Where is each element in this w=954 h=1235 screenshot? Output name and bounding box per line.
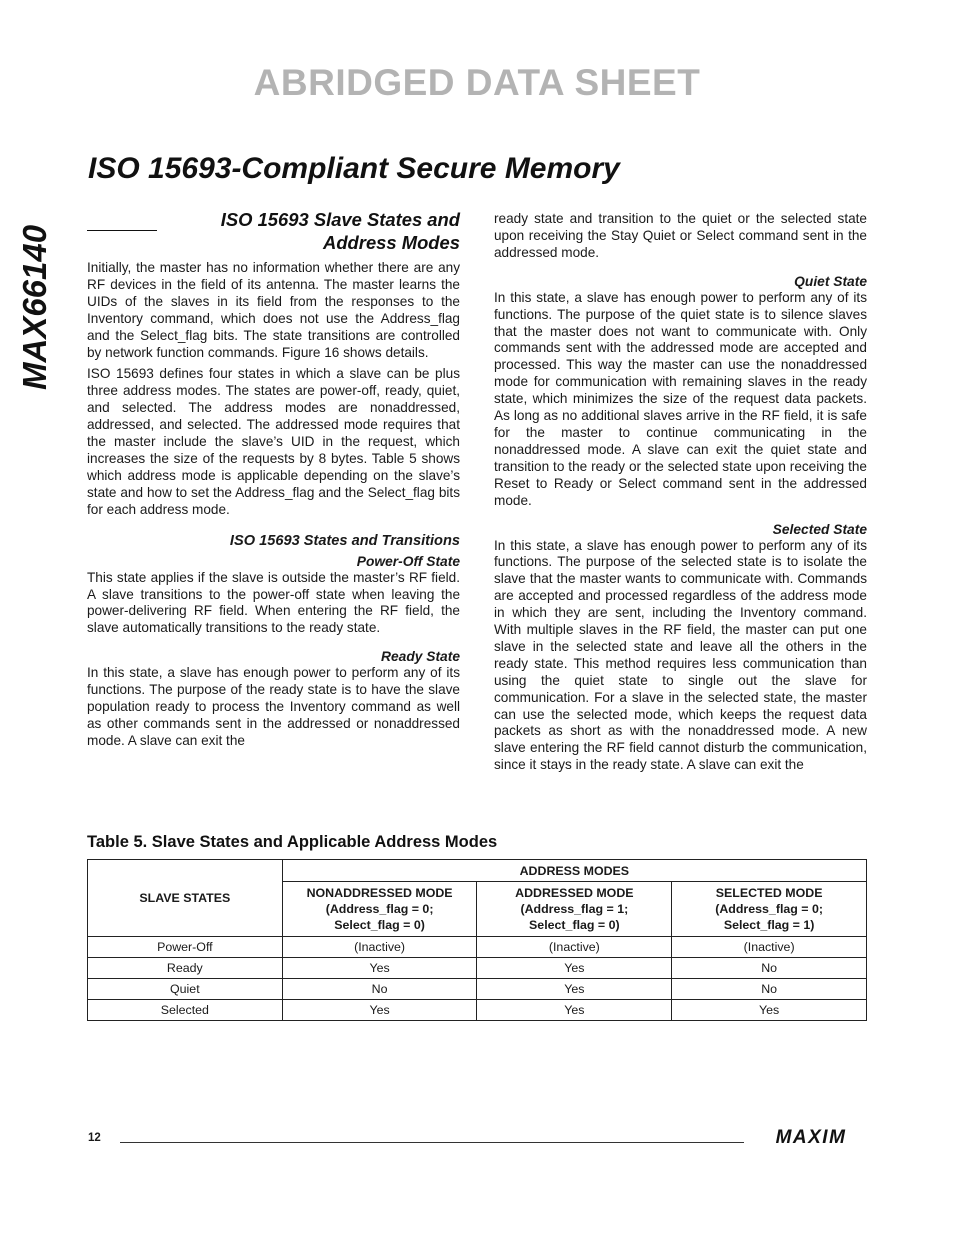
maxim-logo (757, 1128, 865, 1146)
header-nonaddressed-mode: NONADDRESSED MODE (Address_flag = 0; Select_flag = 0) (282, 882, 477, 937)
table-caption: Table 5. Slave States and Applicable Address Modes (87, 833, 498, 851)
table-cell: Quiet (88, 979, 283, 1000)
footer-rule (120, 1142, 744, 1143)
address-modes-table (87, 859, 867, 1021)
page-number: 12 (88, 1132, 101, 1144)
table-cell: Power-Off (88, 937, 283, 958)
maxim-logo-text: MAXIM (775, 1128, 847, 1146)
poweroff-paragraph: This state applies if the slave is outside the master’s RF field. A slave transitions to the power-off state when leaving the power-delivering RF field. When entering the RF field, the slave automatically transitions to the ready state. (87, 569, 460, 636)
side-part-number: MAX66140 (16, 224, 53, 390)
ready-paragraph: In this state, a slave has enough power to perform any of its functions. The purpose of the ready state is to have the slave population ready to process the Inventory command as well as other commands sent in the addressed or nonaddressed mode. A slave can exit the (87, 665, 460, 748)
table-cell: Selected (88, 1000, 283, 1021)
table-cell: Ready (88, 958, 283, 979)
header-address-modes: ADDRESS MODES (282, 860, 866, 882)
page-title: ISO 15693-Compliant Secure Memory (88, 152, 620, 185)
table-cell: No (672, 958, 867, 979)
table-cell: No (672, 979, 867, 1000)
table-cell: No (282, 979, 477, 1000)
selected-paragraph: In this state, a slave has enough power to perform any of its functions. The purpose of the selected state is to isolate the slave that the master wants to communicate with. Commands are accepted and processed regardless of the address mode in which they are sent, including the Inventory command. With multiple slaves in the RF field, the master can put one slave in the selected state and leave all the others in the ready state. This method requires less communication than using the quiet state to single out the slave for communication. For a slave in the selected state, the master can use the selected mode, which keeps the request data packets as short as with the nonaddressed mode. A new slave entering the RF field cannot disturb the communication, since it stays in the ready state. A slave can exit the (494, 537, 867, 773)
header-selected-mode: SELECTED MODE (Address_flag = 0; Select_flag = 1) (672, 882, 867, 937)
quiet-paragraph: In this state, a slave has enough power to perform any of its functions. The purpose of the quiet state is to silence slaves that the master does not want to communicate with. Only commands sent with the addressed mode are accepted and processed. This way the master can use the nonaddressed mode for communication with remaining slaves in the ready state, which minimizes the size of the request data packets. As long as no additional slaves arrive in the RF field, it is safe for the master to continue communicating in the nonaddressed mode. A slave can exit the quiet state and transition to the ready or the selected state upon receiving the Reset to Ready or Select command sent in the addressed mode. (494, 289, 867, 508)
continued-paragraph: ready state and transition to the quiet or the selected state upon receiving the Stay Quiet or Select command sent in the addressed mode. (494, 211, 867, 260)
ready-heading: Ready State (381, 649, 460, 665)
table-header-row (88, 860, 867, 882)
table-cell: (Inactive) (282, 937, 477, 958)
selected-heading: Selected State (772, 521, 867, 537)
intro-paragraph: Initially, the master has no information whether there are any RF devices in the field of its antenna. The master learns the UIDs of the slaves in its field from the responses to the Inventory command, which does not use the Address_flag and the Select_flag bits. The state transitions are controlled by network function commands. Figure 16 shows details. (87, 260, 460, 360)
table-cell: Yes (477, 1000, 672, 1021)
table-cell: Yes (282, 958, 477, 979)
table-cell: Yes (672, 1000, 867, 1021)
table-cell: Yes (282, 1000, 477, 1021)
section-heading-line1: ISO 15693 Slave States and (220, 209, 460, 230)
section-heading (87, 208, 460, 260)
left-column (87, 208, 460, 755)
header-slave-states: SLAVE STATES (88, 860, 283, 937)
section-heading-line2: Address Modes (323, 232, 460, 253)
sub-heading-transitions: ISO 15693 States and Transitions (229, 532, 460, 549)
right-column (494, 211, 867, 779)
states-paragraph: ISO 15693 defines four states in which a slave can be plus three address modes. The states are power-off, ready, quiet, and selected. The address modes are nonaddressed, addressed, and selected. The addressed mode requires that the master include the slave’s UID in the request, which increases the size of the requests by 8 bytes. Table 5 shows which address mode is applicable depending on the slave’s state and how to set the Address_flag and the Select_flag bits for each address mode. (87, 366, 460, 517)
quiet-heading: Quiet State (794, 273, 867, 289)
table-row (88, 1000, 867, 1021)
table-cell: (Inactive) (672, 937, 867, 958)
table-cell: Yes (477, 979, 672, 1000)
heading-rule (87, 230, 157, 231)
abridged-banner: ABRIDGED DATA SHEET (253, 62, 701, 103)
table-row (88, 958, 867, 979)
table-row (88, 937, 867, 958)
poweroff-heading: Power-Off State (356, 553, 460, 569)
table-cell: Yes (477, 958, 672, 979)
table-cell: (Inactive) (477, 937, 672, 958)
table-row (88, 979, 867, 1000)
header-addressed-mode: ADDRESSED MODE (Address_flag = 1; Select_flag = 0) (477, 882, 672, 937)
